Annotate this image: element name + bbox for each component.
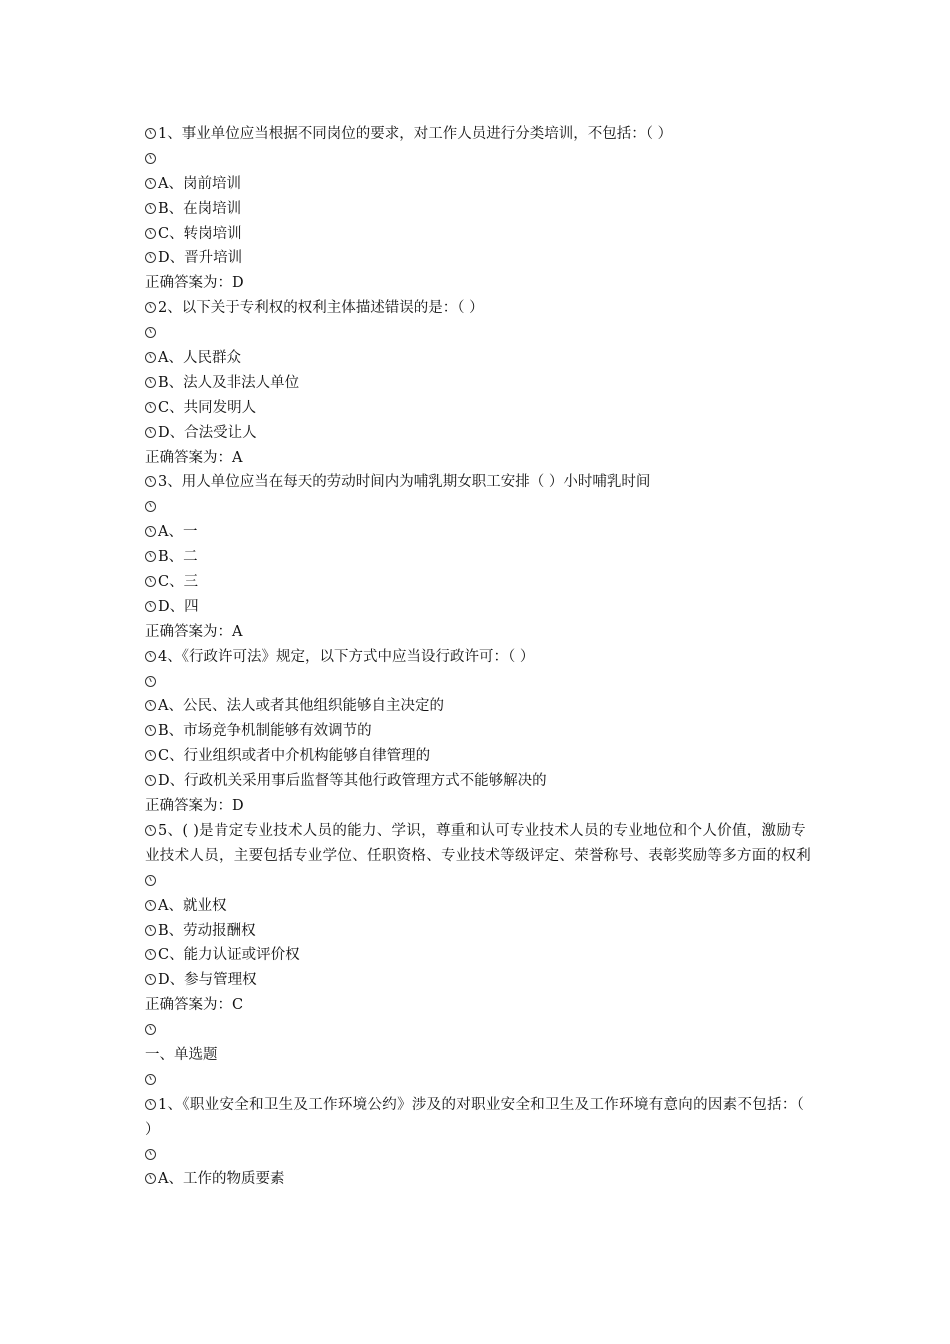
- line-text: B、劳动报酬权: [158, 922, 256, 939]
- text-line: [145, 122, 815, 147]
- line-text: B、法人及非法人单位: [158, 374, 300, 391]
- line-text: D、晋升培训: [158, 250, 243, 267]
- bullet-mark-icon: [145, 651, 156, 662]
- answer-line: [145, 794, 815, 819]
- bullet-mark-icon: [145, 1024, 156, 1035]
- bullet-mark-icon: [145, 402, 156, 413]
- line-text: B、在岗培训: [158, 200, 242, 217]
- bullet-mark-icon: [145, 949, 156, 960]
- line-text: 2、以下关于专利权的权利主体描述错误的是：（ ）: [158, 300, 484, 317]
- line-text: 4、《行政许可法》规定，以下方式中应当设行政许可：（ ）: [158, 648, 535, 665]
- text-line: [145, 197, 815, 222]
- answer-line: [145, 446, 815, 471]
- text-line: [145, 894, 815, 919]
- bullet-mark-icon: [145, 700, 156, 711]
- bullet-mark-icon: [145, 128, 156, 139]
- line-text: A、就业权: [158, 897, 227, 914]
- line-text: A、工作的物质要素: [158, 1171, 285, 1188]
- text-line: [145, 694, 815, 719]
- text-line: [145, 520, 815, 545]
- bullet-mark-icon: [145, 203, 156, 214]
- text-line: [145, 371, 815, 396]
- bullet-mark-icon: [145, 576, 156, 587]
- line-text: 正确答案为：D: [145, 275, 244, 292]
- text-line: [145, 1093, 815, 1143]
- text-line: [145, 1167, 815, 1192]
- bullet-mark-icon: [145, 825, 156, 836]
- text-line: [145, 172, 815, 197]
- line-text: C、能力认证或评价权: [158, 947, 300, 964]
- bullet-mark-icon: [145, 427, 156, 438]
- bullet-mark-icon: [145, 601, 156, 612]
- line-text: 一、单选题: [145, 1046, 218, 1063]
- bullet-mark-icon: [145, 1074, 156, 1085]
- text-line: [145, 968, 815, 993]
- answer-line: [145, 271, 815, 296]
- bullet-mark-icon: [145, 476, 156, 487]
- bullet-mark-icon: [145, 900, 156, 911]
- blank-line: [145, 670, 815, 695]
- line-text: 正确答案为：C: [145, 997, 244, 1014]
- bullet-mark-icon: [145, 352, 156, 363]
- text-line: [145, 1043, 815, 1068]
- line-text: D、参与管理权: [158, 972, 257, 989]
- line-text: A、一: [158, 524, 198, 541]
- text-line: [145, 545, 815, 570]
- text-line: [145, 744, 815, 769]
- blank-line: [145, 1143, 815, 1168]
- text-line: [145, 819, 815, 869]
- document-body: [145, 122, 815, 1192]
- bullet-mark-icon: [145, 302, 156, 313]
- bullet-mark-icon: [145, 377, 156, 388]
- text-line: [145, 246, 815, 271]
- blank-line: [145, 1068, 815, 1093]
- text-line: [145, 396, 815, 421]
- line-text: B、市场竞争机制能够有效调节的: [158, 723, 372, 740]
- line-text: D、合法受让人: [158, 424, 257, 441]
- blank-line: [145, 869, 815, 894]
- bullet-mark-icon: [145, 501, 156, 512]
- bullet-mark-icon: [145, 750, 156, 761]
- text-line: [145, 943, 815, 968]
- line-text: 正确答案为：A: [145, 623, 243, 640]
- text-line: [145, 296, 815, 321]
- bullet-mark-icon: [145, 676, 156, 687]
- bullet-mark-icon: [145, 252, 156, 263]
- answer-line: [145, 620, 815, 645]
- text-line: [145, 421, 815, 446]
- text-line: [145, 570, 815, 595]
- bullet-mark-icon: [145, 775, 156, 786]
- line-text: A、公民、法人或者其他组织能够自主决定的: [158, 698, 444, 715]
- line-text: D、四: [158, 598, 199, 615]
- blank-line: [145, 147, 815, 172]
- answer-line: [145, 993, 815, 1018]
- bullet-mark-icon: [145, 875, 156, 886]
- line-text: C、共同发明人: [158, 399, 257, 416]
- bullet-mark-icon: [145, 925, 156, 936]
- bullet-mark-icon: [145, 153, 156, 164]
- line-text: 1、《职业安全和卫生及工作环境公约》涉及的对职业安全和卫生及工作环境有意向的因素不包括：（ ）: [145, 1096, 805, 1138]
- text-line: [145, 595, 815, 620]
- bullet-mark-icon: [145, 1149, 156, 1160]
- bullet-mark-icon: [145, 1173, 156, 1184]
- bullet-mark-icon: [145, 327, 156, 338]
- bullet-mark-icon: [145, 1099, 156, 1110]
- blank-line: [145, 1018, 815, 1043]
- text-line: [145, 919, 815, 944]
- bullet-mark-icon: [145, 974, 156, 985]
- text-line: [145, 645, 815, 670]
- bullet-mark-icon: [145, 228, 156, 239]
- text-line: [145, 719, 815, 744]
- line-text: C、三: [158, 574, 199, 591]
- line-text: A、岗前培训: [158, 175, 241, 192]
- line-text: D、行政机关采用事后监督等其他行政管理方式不能够解决的: [158, 773, 547, 790]
- line-text: C、行业组织或者中介机构能够自律管理的: [158, 748, 431, 765]
- bullet-mark-icon: [145, 725, 156, 736]
- text-line: [145, 470, 815, 495]
- line-text: 5、( )是肯定专业技术人员的能力、学识，尊重和认可专业技术人员的专业地位和个人价值，激励专业技术人员，主要包括专业学位、任职资格、专业技术等级评定、荣誉称号、表彰奖励等多方面的权利: [145, 822, 811, 864]
- text-line: [145, 222, 815, 247]
- bullet-mark-icon: [145, 178, 156, 189]
- line-text: 1、事业单位应当根据不同岗位的要求，对工作人员进行分类培训，不包括：（ ）: [158, 126, 673, 142]
- line-text: 正确答案为：A: [145, 449, 243, 466]
- text-line: [145, 769, 815, 794]
- blank-line: [145, 321, 815, 346]
- text-line: [145, 346, 815, 371]
- line-text: A、人民群众: [158, 350, 241, 367]
- bullet-mark-icon: [145, 526, 156, 537]
- line-text: C、转岗培训: [158, 225, 242, 242]
- line-text: 正确答案为：D: [145, 798, 244, 815]
- bullet-mark-icon: [145, 551, 156, 562]
- line-text: B、二: [158, 549, 198, 566]
- line-text: 3、用人单位应当在每天的劳动时间内为哺乳期女职工安排（ ）小时哺乳时间: [158, 474, 651, 491]
- blank-line: [145, 495, 815, 520]
